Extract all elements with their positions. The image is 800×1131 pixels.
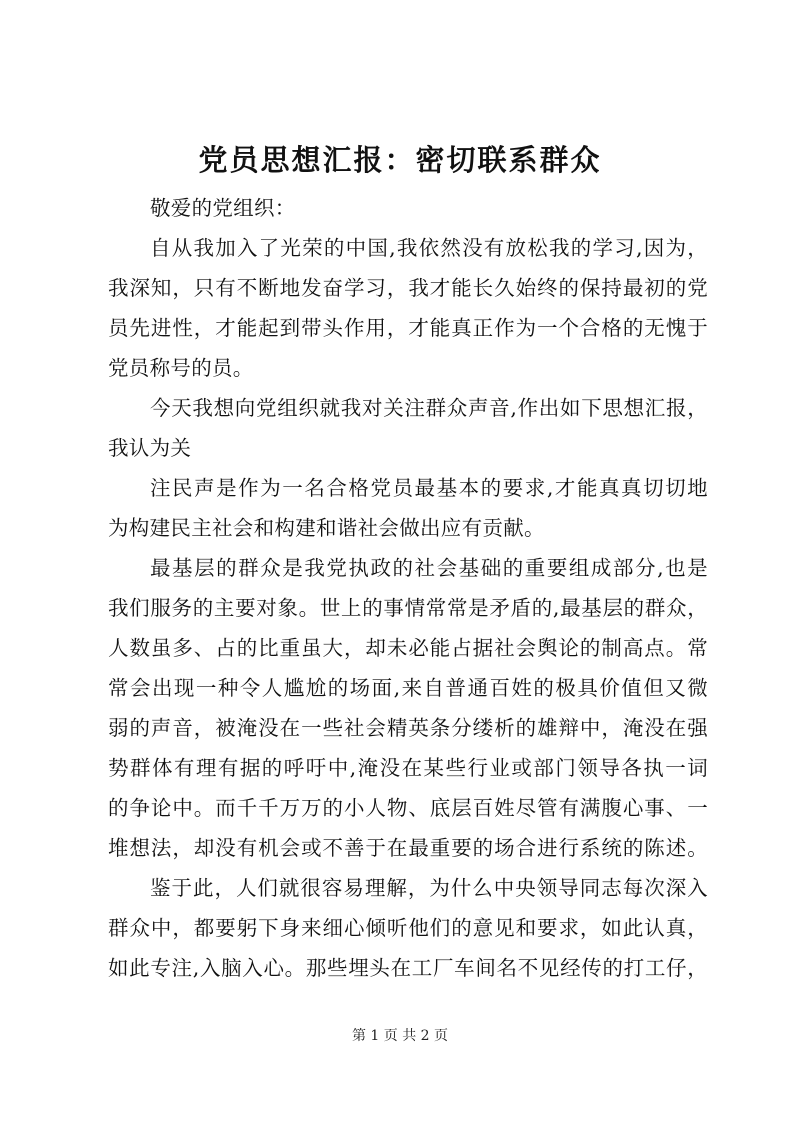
body-line: 弱的声音，被淹没在一些社会精英条分缕析的雄辩中，淹没在强 [108,716,708,740]
body-line: 如此专注,入脑入心。那些埋头在工厂车间名不见经传的打工仔， [108,956,708,980]
body-line: 人数虽多、占的比重虽大，却未必能占据社会舆论的制高点。常 [108,636,708,660]
page-footer: 第 1 页 共 2 页 [351,1028,449,1044]
body-line: 最基层的群众是我党执政的社会基础的重要组成部分,也是 [150,556,708,580]
body-line: 常会出现一种令人尴尬的场面,来自普通百姓的极具价值但又微 [108,676,708,700]
body-line: 注民声是作为一名合格党员最基本的要求,才能真真切切地 [150,476,708,500]
body-line: 群众中，都要躬下身来细心倾听他们的意见和要求，如此认真， [108,916,708,940]
body-line: 势群体有理有据的呼吁中,淹没在某些行业或部门领导各执一词 [108,756,708,780]
body-line: 党员称号的员。 [108,356,254,380]
body-line: 我深知，只有不断地发奋学习，我才能长久始终的保持最初的党 [108,276,708,300]
body-line: 堆想法，却没有机会或不善于在最重要的场合进行系统的陈述。 [108,836,708,860]
salutation-line: 敬爱的党组织： [150,196,296,220]
body-line: 自从我加入了光荣的中国,我依然没有放松我的学习,因为， [150,236,708,260]
body-line: 鉴于此，人们就很容易理解，为什么中央领导同志每次深入 [150,876,708,900]
document-body [108,188,708,988]
document-title: 党员思想汇报：密切联系群众 [198,143,602,177]
body-line: 我们服务的主要对象。世上的事情常常是矛盾的,最基层的群众， [108,596,708,620]
body-line: 为构建民主社会和构建和谐社会做出应有贡献。 [108,516,545,540]
body-line: 我认为关 [108,436,192,460]
body-line: 员先进性，才能起到带头作用，才能真正作为一个合格的无愧于 [108,316,708,340]
body-line: 今天我想向党组织就我对关注群众声音,作出如下思想汇报， [150,396,708,420]
body-line: 的争论中。而千千万万的小人物、底层百姓尽管有满腹心事、一 [108,796,708,820]
